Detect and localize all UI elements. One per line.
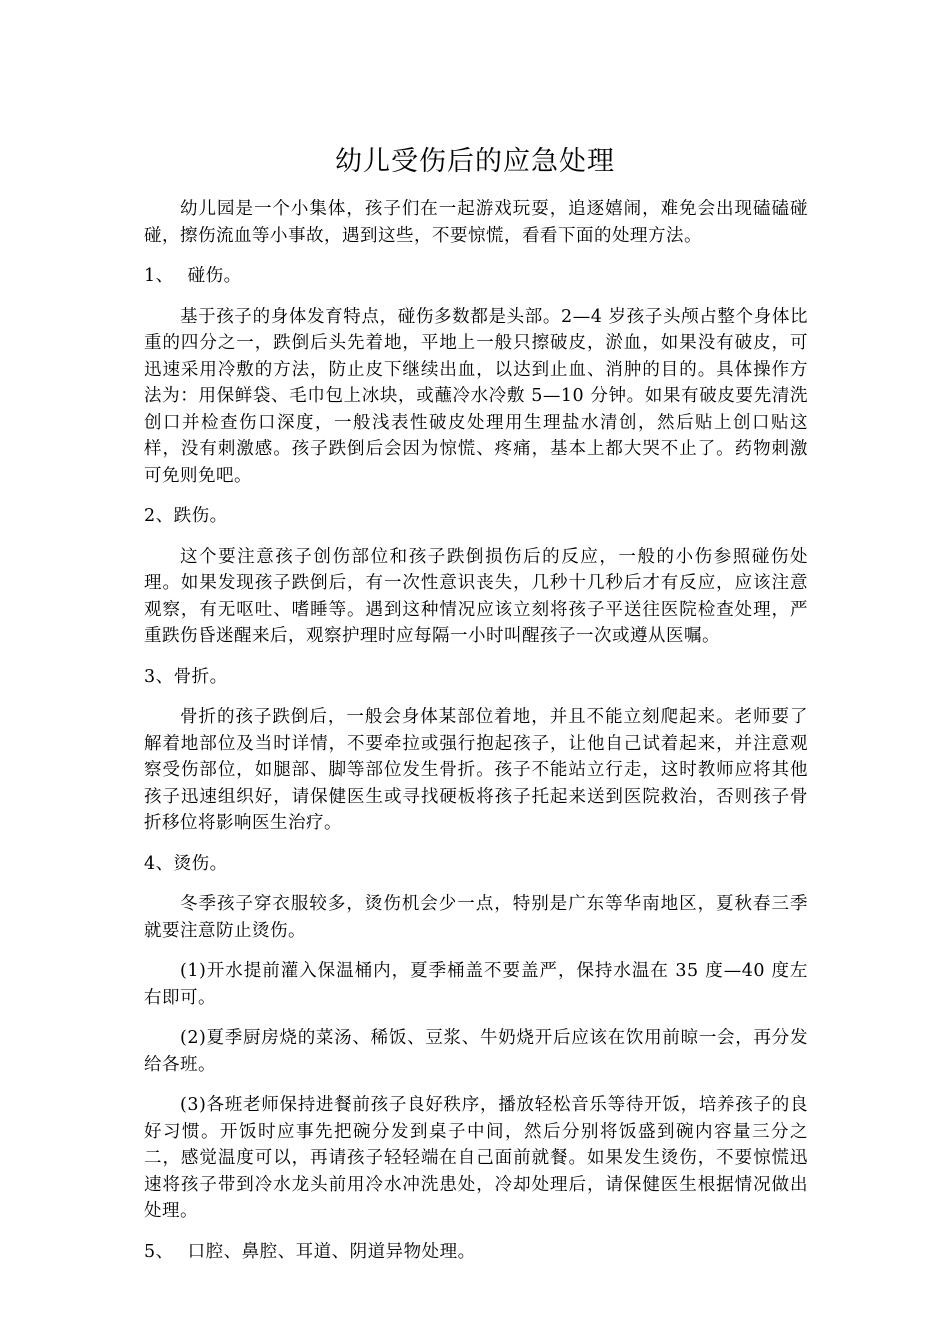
- section-4-paragraph-2: (1)开水提前灌入保温桶内，夏季桶盖不要盖严，保持水温在 35 度—40 度左右即可。: [144, 961, 808, 1008]
- section-heading-1: [144, 263, 808, 290]
- section-heading-3: [144, 664, 808, 691]
- section-2-paragraph-1: 这个要注意孩子创伤部位和孩子跌倒损伤后的反应，一般的小伤参照碰伤处理。如果发现孩子跌倒后，有一次性意识丧失，几秒十几秒后才有反应，应该注意观察，有无呕吐、嗜睡等。遇到这种情况应该立刻将孩子平送往医院检查处理，严重跌伤昏迷醒来后，观察护理时应每隔一小时叫醒孩子一次或遵从医嘱。: [144, 546, 808, 646]
- section-4-paragraph-1: 冬季孩子穿衣服较多，烫伤机会少一点，特别是广东等华南地区，夏秋春三季就要注意防止烫伤。: [144, 894, 808, 941]
- section-number: 5、: [144, 1241, 174, 1262]
- section-title: 烫伤。: [173, 853, 228, 874]
- section-heading-5: [144, 1239, 808, 1266]
- section-heading-4: [144, 851, 808, 878]
- document-body: [144, 196, 808, 1279]
- document-title: 幼儿受伤后的应急处理: [335, 146, 615, 177]
- section-title: 骨折。: [173, 666, 228, 687]
- section-4-paragraph-3: (2)夏季厨房烧的菜汤、稀饭、豆浆、牛奶烧开后应该在饮用前晾一会，再分发给各班。: [144, 1028, 808, 1075]
- section-number: 2、: [144, 506, 174, 526]
- section-title: 碰伤。: [187, 266, 242, 286]
- section-number: 1、: [144, 266, 174, 286]
- section-heading-2: [144, 503, 808, 530]
- section-title: 口腔、鼻腔、耳道、阴道异物处理。: [187, 1241, 476, 1262]
- section-3-paragraph-1: 骨折的孩子跌倒后，一般会身体某部位着地，并且不能立刻爬起来。老师要了解着地部位及当时详情，不要牵拉或强行抱起孩子，让他自己试着起来，并注意观察受伤部位，如腿部、脚等部位发生骨折。孩子不能站立行走，这时教师应将其他孩子迅速组织好，请保健医生或寻找硬板将孩子托起来送到医院救治，否则孩子骨折移位将影响医生治疗。: [144, 707, 808, 833]
- section-title: 跌伤。: [173, 506, 228, 526]
- section-1-paragraph-1: 基于孩子的身体发育特点，碰伤多数都是头部。2—4 岁孩子头颅占整个身体比重的四分之一，跌倒后头先着地，平地上一般只擦破皮，淤血，如果没有破皮，可迅速采用冷敷的方法，防止皮下继续出血，以达到止血、消肿的目的。具体操作方法为：用保鲜袋、毛巾包上冰块，或蘸冷水冷敷 5—10 分钟。如果有破皮要先清洗创口并检查伤口深度，一般浅表性破皮处理用生理盐水清创，然后贴上创口贴这样，没有刺激感。孩子跌倒后会因为惊慌、疼痛，基本上都大哭不止了。药物刺激可免则免吧。: [144, 306, 808, 486]
- section-number: 3、: [144, 666, 174, 687]
- section-number: 4、: [144, 853, 174, 874]
- intro-paragraph: 幼儿园是一个小集体，孩子们在一起游戏玩耍，追逐嬉闹，难免会出现磕磕碰碰，擦伤流血等小事故，遇到这些，不要惊慌，看看下面的处理方法。: [144, 199, 808, 246]
- section-4-paragraph-4: (3)各班老师保持进餐前孩子良好秩序，播放轻松音乐等待开饭，培养孩子的良好习惯。开饭时应事先把碗分发到桌子中间，然后分别将饭盛到碗内容量三分之二，感觉温度可以，再请孩子轻轻端在自己面前就餐。如果发生烫伤，不要惊慌迅速将孩子带到冷水龙头前用冷水冲洗患处，冷却处理后，请保健医生根据情况做出处理。: [144, 1095, 808, 1221]
